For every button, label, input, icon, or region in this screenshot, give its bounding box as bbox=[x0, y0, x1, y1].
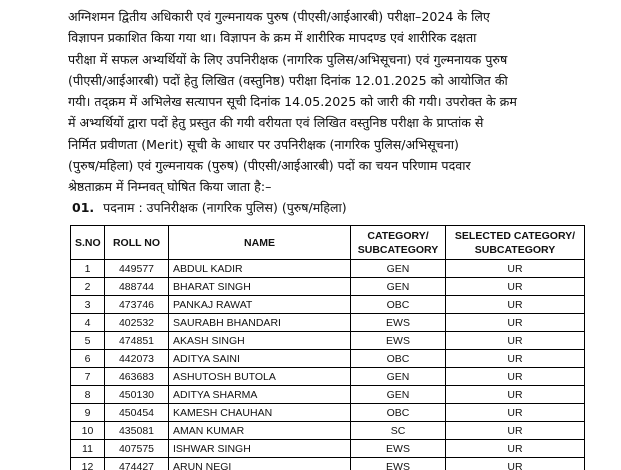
table-row bbox=[71, 386, 585, 404]
intro-line: श्रेष्ठताक्रम में निम्नवत् घोषित किया जाता है:– bbox=[68, 179, 272, 195]
table-row bbox=[71, 260, 585, 278]
cell-selected-category: UR bbox=[446, 278, 585, 296]
table-row bbox=[71, 404, 585, 422]
cell-category: EWS bbox=[351, 440, 446, 458]
intro-line: परीक्षा में सफल अभ्यर्थियों के लिए उपनिरीक्षक (नागरिक पुलिस/अभिसूचना) एवं गुल्मनायक पुरुष bbox=[68, 51, 508, 67]
cell-name: SAURABH BHANDARI bbox=[169, 314, 351, 332]
cell-selected-category: UR bbox=[446, 332, 585, 350]
cell-selected-category: UR bbox=[446, 296, 585, 314]
intro-line: निर्मित प्रवीणता (Merit) सूची के आधार पर उपनिरीक्षक (नागरिक पुलिस/अभिसूचना) bbox=[68, 136, 459, 152]
header-selected-category bbox=[446, 226, 585, 260]
cell-category: GEN bbox=[351, 386, 446, 404]
header-roll-no: ROLL NO bbox=[105, 226, 169, 260]
post-number: 01. bbox=[72, 200, 95, 215]
cell-category: GEN bbox=[351, 368, 446, 386]
merit-table bbox=[70, 225, 585, 470]
cell-sno: 11 bbox=[71, 440, 105, 458]
intro-paragraph bbox=[68, 6, 583, 198]
cell-selected-category: UR bbox=[446, 368, 585, 386]
table-header-row bbox=[71, 226, 585, 260]
cell-roll-no: 435081 bbox=[105, 422, 169, 440]
cell-name: ADITYA SHARMA bbox=[169, 386, 351, 404]
header-category-line1: CATEGORY/ bbox=[367, 229, 429, 242]
intro-line: में अभ्यर्थियों द्वारा पदों हेतु प्रस्तुत की गयी वरीयता एवं लिखित वस्तुनिष्ठ परीक्षा के प्राप्तांक से bbox=[68, 115, 484, 131]
table-row bbox=[71, 278, 585, 296]
cell-sno: 8 bbox=[71, 386, 105, 404]
post-heading bbox=[72, 199, 347, 216]
cell-sno: 5 bbox=[71, 332, 105, 350]
table-row bbox=[71, 296, 585, 314]
table-row bbox=[71, 350, 585, 368]
header-category bbox=[351, 226, 446, 260]
intro-line: विज्ञापन प्रकाशित किया गया था। विज्ञापन के क्रम में शारीरिक मापदण्ड एवं शारीरिक दक्षता bbox=[68, 30, 477, 46]
intro-line: गयी। तद्क्रम में अभिलेख सत्यापन सूची दिनांक 14.05.2025 को जारी की गयी। उपरोक्त के क्रम bbox=[68, 94, 517, 110]
cell-category: OBC bbox=[351, 296, 446, 314]
post-title: पदनाम : उपनिरीक्षक (नागरिक पुलिस) (पुरुष/महिला) bbox=[103, 200, 347, 215]
cell-name: KAMESH CHAUHAN bbox=[169, 404, 351, 422]
cell-category: SC bbox=[351, 422, 446, 440]
cell-category: GEN bbox=[351, 260, 446, 278]
table-row bbox=[71, 314, 585, 332]
table-row bbox=[71, 368, 585, 386]
table-row bbox=[71, 440, 585, 458]
intro-line: (पीएसी/आईआरबी) पदों हेतु लिखित (वस्तुनिष्ठ) परीक्षा दिनांक 12.01.2025 को आयोजित की bbox=[68, 72, 508, 88]
cell-category: EWS bbox=[351, 458, 446, 470]
cell-selected-category: UR bbox=[446, 440, 585, 458]
cell-sno: 4 bbox=[71, 314, 105, 332]
cell-category: EWS bbox=[351, 332, 446, 350]
header-sno: S.NO bbox=[71, 226, 105, 260]
intro-line: अग्निशमन द्वितीय अधिकारी एवं गुल्मनायक पुरुष (पीएसी/आईआरबी) परीक्षा–2024 के लिए bbox=[68, 9, 490, 24]
cell-roll-no: 488744 bbox=[105, 278, 169, 296]
cell-selected-category: UR bbox=[446, 422, 585, 440]
cell-name: PANKAJ RAWAT bbox=[169, 296, 351, 314]
header-selected-line1: SELECTED CATEGORY/ bbox=[454, 229, 576, 242]
cell-name: ASHUTOSH BUTOLA bbox=[169, 368, 351, 386]
cell-sno: 3 bbox=[71, 296, 105, 314]
cell-name: ARUN NEGI bbox=[169, 458, 351, 470]
header-selected-line2: SUBCATEGORY bbox=[474, 243, 556, 256]
cell-roll-no: 402532 bbox=[105, 314, 169, 332]
cell-selected-category: UR bbox=[446, 404, 585, 422]
cell-roll-no: 449577 bbox=[105, 260, 169, 278]
table-row bbox=[71, 458, 585, 470]
cell-name: AKASH SINGH bbox=[169, 332, 351, 350]
cell-roll-no: 474427 bbox=[105, 458, 169, 470]
cell-sno: 10 bbox=[71, 422, 105, 440]
table-row bbox=[71, 422, 585, 440]
header-category-line2: SUBCATEGORY bbox=[357, 243, 439, 256]
header-name: NAME bbox=[169, 226, 351, 260]
cell-category: GEN bbox=[351, 278, 446, 296]
cell-sno: 9 bbox=[71, 404, 105, 422]
cell-name: ABDUL KADIR bbox=[169, 260, 351, 278]
cell-selected-category: UR bbox=[446, 314, 585, 332]
cell-category: EWS bbox=[351, 314, 446, 332]
cell-roll-no: 450454 bbox=[105, 404, 169, 422]
cell-roll-no: 463683 bbox=[105, 368, 169, 386]
cell-roll-no: 473746 bbox=[105, 296, 169, 314]
cell-name: ADITYA SAINI bbox=[169, 350, 351, 368]
cell-sno: 2 bbox=[71, 278, 105, 296]
cell-name: BHARAT SINGH bbox=[169, 278, 351, 296]
cell-name: AMAN KUMAR bbox=[169, 422, 351, 440]
cell-selected-category: UR bbox=[446, 386, 585, 404]
cell-roll-no: 474851 bbox=[105, 332, 169, 350]
cell-selected-category: UR bbox=[446, 350, 585, 368]
intro-line: (पुरुष/महिला) एवं गुल्मनायक (पुरुष) (पीएसी/आईआरबी) पदों का चयन परिणाम पदवार bbox=[68, 158, 471, 174]
cell-sno: 6 bbox=[71, 350, 105, 368]
cell-roll-no: 407575 bbox=[105, 440, 169, 458]
cell-name: ISHWAR SINGH bbox=[169, 440, 351, 458]
cell-sno: 1 bbox=[71, 260, 105, 278]
cell-category: OBC bbox=[351, 350, 446, 368]
cell-sno: 12 bbox=[71, 458, 105, 470]
cell-category: OBC bbox=[351, 404, 446, 422]
cell-roll-no: 450130 bbox=[105, 386, 169, 404]
cell-selected-category: UR bbox=[446, 260, 585, 278]
table-row bbox=[71, 332, 585, 350]
cell-roll-no: 442073 bbox=[105, 350, 169, 368]
cell-sno: 7 bbox=[71, 368, 105, 386]
cell-selected-category: UR bbox=[446, 458, 585, 470]
